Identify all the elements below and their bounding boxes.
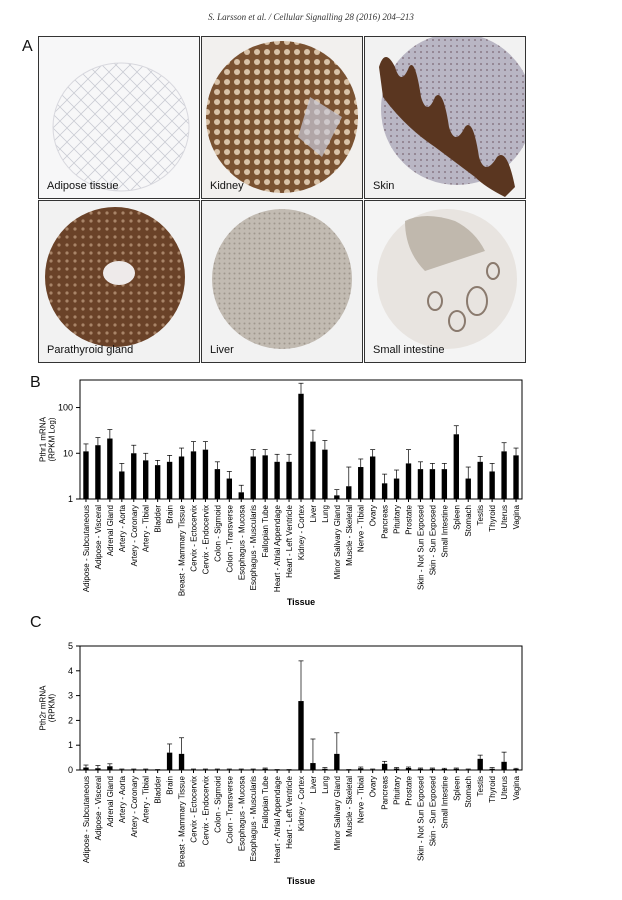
- bar: [274, 462, 279, 499]
- bar: [513, 455, 518, 499]
- bar: [119, 471, 124, 499]
- x-tick-label: Adipose - Subcutaneous: [81, 776, 91, 864]
- bar: [310, 763, 315, 770]
- bar: [262, 455, 267, 499]
- tissue-label: Kidney: [210, 180, 244, 192]
- x-tick-label: Testis: [476, 505, 486, 526]
- bar: [322, 769, 327, 770]
- bar: [131, 453, 136, 499]
- bar: [418, 769, 423, 770]
- x-tick-label: Esophagus - Mucosa: [237, 505, 247, 581]
- x-tick-label: Colon - Sigmoid: [213, 505, 223, 562]
- x-tick-label: Cervix - Endocervix: [201, 776, 211, 846]
- x-tick-label: Colon - Transverse: [225, 505, 235, 573]
- bar: [286, 462, 291, 499]
- x-tick-label: Adipose - Visceral: [93, 776, 103, 841]
- x-tick-label: Skin - Sun Exposed: [428, 776, 438, 847]
- x-tick-label: Heart - Atrial Appendage: [273, 505, 283, 593]
- tissue-image-liver: [201, 200, 363, 363]
- bar: [382, 764, 387, 770]
- x-tick-label: Esophagus - Muscularis: [249, 505, 259, 591]
- x-tick-label: Nerve - Tibial: [356, 505, 366, 553]
- x-tick-label: Liver: [308, 776, 318, 794]
- bar: [406, 463, 411, 499]
- x-tick-label: Brain: [165, 776, 175, 795]
- bar: [513, 769, 518, 770]
- x-tick-label: Minor Salivary Gland: [332, 505, 342, 580]
- bar: [501, 451, 506, 499]
- x-tick-label: Heart - Left Ventricle: [285, 776, 295, 849]
- x-tick-label: Artery - Tibial: [141, 776, 151, 824]
- bar: [107, 766, 112, 770]
- bar: [418, 469, 423, 499]
- panel-label-a: A: [22, 38, 33, 55]
- x-tick-label: Prostate: [404, 505, 414, 535]
- tissue-label: Adipose tissue: [47, 180, 119, 192]
- tissue-image-adipose: [38, 36, 200, 199]
- y-axis-label: Pthr1 mRNA(RPKM Log): [38, 417, 57, 462]
- bar: [143, 460, 148, 499]
- bar: [298, 394, 303, 499]
- bar: [167, 462, 172, 499]
- x-tick-label: Testis: [476, 776, 486, 797]
- x-tick-label: Bladder: [153, 505, 163, 533]
- bar: [155, 465, 160, 499]
- bar: [489, 769, 494, 770]
- bar: [454, 434, 459, 499]
- bar: [358, 768, 363, 770]
- x-tick-label: Muscle - Skeletal: [344, 776, 354, 837]
- bar: [334, 754, 339, 770]
- x-tick-label: Uterus: [500, 776, 510, 800]
- chart-pth2r: [0, 626, 622, 896]
- x-tick-label: Heart - Left Ventricle: [285, 505, 295, 578]
- x-tick-label: Adrenal Gland: [105, 776, 115, 828]
- bar: [489, 471, 494, 499]
- bar: [167, 753, 172, 770]
- bar: [83, 768, 88, 770]
- x-tick-label: Fallopian Tube: [261, 505, 271, 558]
- running-header: S. Larsson et al. / Cellular Signalling 28 (2016) 204–213: [208, 12, 414, 22]
- kidney-micrograph: [202, 37, 363, 199]
- parathyroid-micrograph: [39, 201, 200, 363]
- bar: [430, 769, 435, 770]
- bar: [262, 769, 267, 770]
- x-tick-label: Skin - Not Sun Exposed: [416, 776, 426, 861]
- x-tick-label: Uterus: [500, 504, 510, 529]
- tissue-label: Parathyroid gland: [47, 344, 134, 356]
- bar: [501, 762, 506, 770]
- x-tick-label: Stomach: [464, 776, 474, 808]
- y-tick-label: 1: [67, 740, 73, 751]
- x-tick-label: Artery - Tibial: [141, 505, 151, 553]
- y-tick-label: 4: [67, 665, 73, 676]
- bar: [478, 462, 483, 499]
- panel-label-c: C: [30, 614, 42, 631]
- x-tick-label: Heart - Atrial Appendage: [273, 776, 283, 864]
- x-tick-label: Esophagus - Muscularis: [249, 776, 259, 862]
- x-tick-label: Spleen: [452, 505, 462, 530]
- x-tick-label: Kidney - Cortex: [297, 776, 306, 832]
- y-tick-label: 0: [67, 765, 73, 775]
- tissue-image-small-intestine: [364, 200, 526, 363]
- x-tick-label: Pancreas: [380, 776, 390, 810]
- x-tick-label: Lung: [320, 505, 330, 523]
- x-tick-label: Vagina: [512, 776, 522, 801]
- x-tick-label: Pancreas: [380, 505, 390, 539]
- bar: [179, 754, 184, 770]
- y-tick-label: 2: [67, 715, 73, 726]
- bar: [394, 769, 399, 770]
- panel-label-b: B: [30, 374, 41, 391]
- bar: [442, 469, 447, 499]
- bar: [442, 769, 447, 770]
- x-axis-label: Tissue: [286, 597, 316, 607]
- x-tick-label: Adrenal Gland: [105, 505, 115, 557]
- bar: [107, 439, 112, 499]
- bar: [466, 479, 471, 499]
- bar: [322, 450, 327, 499]
- x-axis-label: Tissue: [286, 876, 316, 886]
- bar: [227, 479, 232, 499]
- bar: [95, 445, 100, 499]
- skin-micrograph: [365, 37, 526, 199]
- x-tick-label: Skin - Not Sun Exposed: [416, 505, 426, 590]
- bar: [203, 450, 208, 499]
- y-tick-label: 3: [67, 690, 73, 701]
- chart-pthr1: [0, 372, 622, 612]
- x-tick-label: Artery - Coronary: [129, 776, 139, 838]
- x-tick-label: Prostate: [404, 776, 414, 806]
- small-intestine-micrograph: [365, 201, 526, 363]
- x-tick-label: Pituitary: [392, 505, 402, 534]
- x-tick-label: Esophagus - Mucosa: [237, 776, 247, 852]
- y-axis-label: Pth2r mRNA(RPKM): [38, 685, 57, 731]
- x-tick-label: Colon - Transverse: [225, 776, 235, 844]
- bar: [215, 469, 220, 499]
- x-tick-label: Breast - Mammary Tissue: [177, 505, 187, 597]
- x-tick-label: Minor Salivary Gland: [332, 776, 342, 851]
- tissue-label: Skin: [373, 180, 395, 192]
- x-tick-label: Lung: [320, 776, 330, 794]
- x-tick-label: Breast - Mammary Tissue: [177, 776, 187, 868]
- tissue-image-parathyroid: [38, 200, 200, 363]
- liver-micrograph: [202, 201, 363, 363]
- x-tick-label: Small Intestine: [440, 505, 450, 558]
- x-tick-label: Brain: [165, 505, 175, 524]
- x-tick-label: Fallopian Tube: [261, 776, 271, 829]
- bar: [298, 701, 303, 770]
- bar: [191, 451, 196, 499]
- adipose-micrograph: [39, 37, 200, 199]
- x-tick-label: Thyroid: [488, 505, 498, 532]
- bar: [478, 759, 483, 770]
- bar: [95, 768, 100, 770]
- x-tick-label: Artery - Coronary: [129, 505, 139, 567]
- bar: [454, 769, 459, 770]
- y-tick-label: 1: [67, 494, 73, 504]
- x-tick-label: Ovary: [368, 505, 378, 527]
- bar: [406, 768, 411, 770]
- y-tick-label: 10: [62, 448, 73, 459]
- x-tick-label: Artery - Aorta: [117, 776, 127, 824]
- x-tick-label: Adipose - Visceral: [93, 505, 103, 570]
- tissue-label: Liver: [210, 344, 234, 356]
- bar: [346, 486, 351, 499]
- x-tick-label: Vagina: [512, 505, 522, 530]
- tissue-image-grid: [38, 36, 528, 364]
- bar: [370, 456, 375, 499]
- tissue-label: Small intestine: [373, 344, 445, 356]
- tissue-image-skin: [364, 36, 526, 199]
- bar: [251, 456, 256, 499]
- x-tick-label: Artery - Aorta: [117, 505, 127, 553]
- x-tick-label: Muscle - Skeletal: [344, 505, 354, 566]
- x-tick-label: Kidney - Cortex: [297, 505, 306, 561]
- bar: [430, 469, 435, 499]
- bar: [358, 467, 363, 499]
- bar: [179, 456, 184, 499]
- x-tick-label: Ovary: [368, 776, 378, 798]
- bar: [382, 483, 387, 499]
- y-tick-label: 5: [67, 641, 73, 651]
- x-tick-label: Cervix - Ectocervix: [189, 505, 199, 572]
- bar: [83, 451, 88, 499]
- bar: [394, 479, 399, 499]
- x-tick-label: Cervix - Ectocervix: [189, 776, 199, 843]
- x-tick-label: Bladder: [153, 776, 163, 804]
- x-tick-label: Nerve - Tibial: [356, 776, 366, 824]
- x-tick-label: Cervix - Endocervix: [201, 505, 211, 575]
- tissue-image-kidney: [201, 36, 363, 199]
- x-tick-label: Liver: [308, 505, 318, 523]
- x-tick-label: Adipose - Subcutaneous: [81, 505, 91, 593]
- x-tick-label: Stomach: [464, 505, 474, 537]
- bar: [310, 442, 315, 499]
- x-tick-label: Thyroid: [488, 776, 498, 803]
- bar: [334, 495, 339, 499]
- x-tick-label: Pituitary: [392, 776, 402, 805]
- bar: [239, 492, 244, 499]
- x-tick-label: Spleen: [452, 776, 462, 801]
- x-tick-label: Skin - Sun Exposed: [428, 505, 438, 576]
- y-tick-label: 100: [57, 402, 73, 413]
- x-tick-label: Colon - Sigmoid: [213, 776, 223, 833]
- x-tick-label: Small Intestine: [440, 776, 450, 829]
